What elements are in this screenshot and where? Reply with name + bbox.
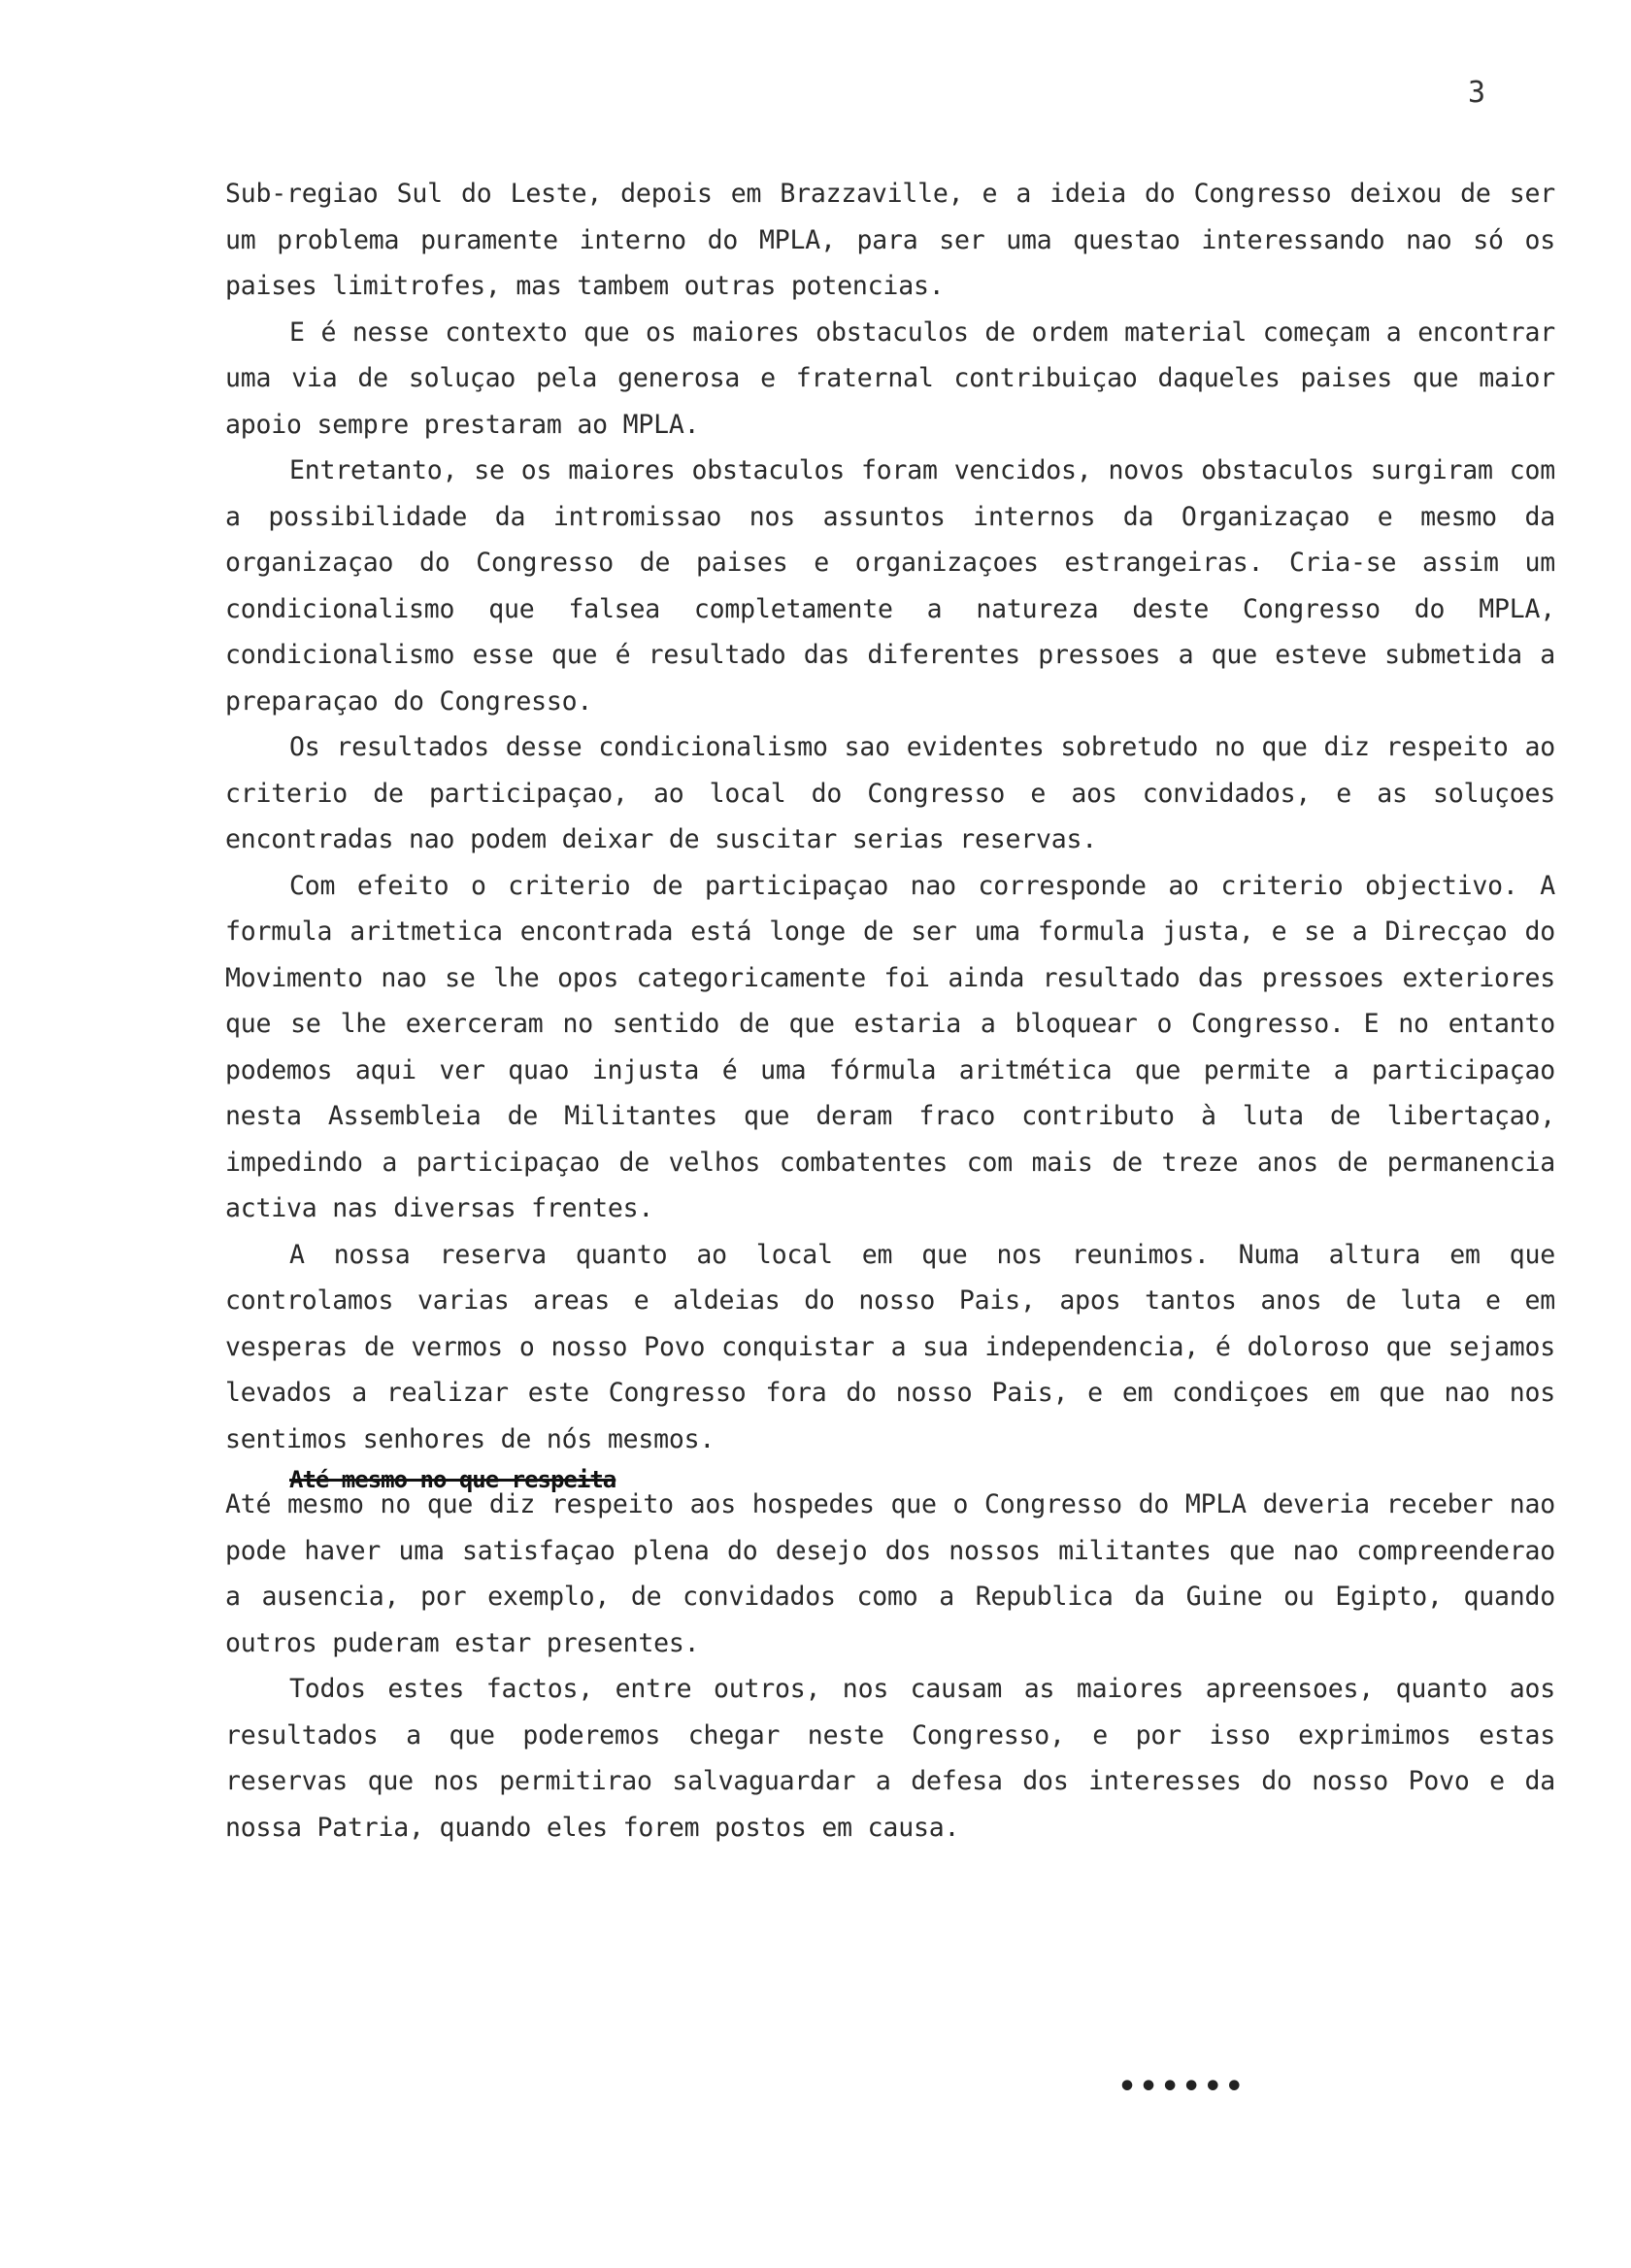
paragraph-7: Até mesmo no que diz respeito aos hospedes que o Congresso do MPLA deveria receber nao pode haver uma satisfaçao plena do desejo dos nossos militantes que nao compreenderao a ausencia, por exemplo, de convidados como a Republica da Guine ou Egipto, quando outros puderam estar presentes. xyxy=(225,1489,1555,1658)
struck-out-line: Até mesmo no que respeita xyxy=(289,1466,616,1493)
paragraph-6: A nossa reserva quanto ao local em que nos reunimos. Numa altura em que controlamos varias areas e aldeias do nosso Pais, apos tantos anos de luta e em vesperas de vermos o nosso Povo conquistar a sua independencia, é doloroso que sejamos levados a realizar este Congresso fora do nosso Pais, e em condiçoes em que nao nos sentimos senhores de nós mesmos. xyxy=(225,1239,1555,1454)
page-number: 3 xyxy=(1468,76,1486,110)
paragraph-3: Entretanto, se os maiores obstaculos foram vencidos, novos obstaculos surgiram com a possibilidade da intromissao nos assuntos internos da Organizaçao e mesmo da organizaçao do Congresso de paises e organizaçoes estrangeiras. Cria-se assim um condicionalismo que falsea completamente a natureza deste Congresso do MPLA, condicionalismo esse que é resultado das diferentes pressoes a que esteve submetida a preparaçao do Congresso. xyxy=(225,455,1555,717)
paragraph-8: Todos estes factos, entre outros, nos causam as maiores apreensoes, quanto aos resultados a que poderemos chegar neste Congresso, e por isso exprimimos estas reservas que nos permitirao salvaguardar a defesa dos interesses do nosso Povo e da nossa Patria, quando eles forem postos em causa. xyxy=(225,1674,1555,1843)
paragraph-5: Com efeito o criterio de participaçao nao corresponde ao criterio objectivo. A formula aritmetica encontrada está longe de ser uma formula justa, e se a Direcçao do Movimento nao se lhe opos categoricamente foi ainda resultado das pressoes exteriores que se lhe exerceram no sentido de que estaria a bloquear o Congresso. E no entanto podemos aqui ver quao injusta é uma fórmula aritmética que permite a participaçao nesta Assembleia de Militantes que deram fraco contributo à luta de libertaçao, impedindo a participaçao de velhos combatentes com mais de treze anos de permanencia activa nas diversas frentes. xyxy=(225,870,1555,1223)
document-body xyxy=(225,171,1555,1851)
paragraph-2: E é nesse contexto que os maiores obstaculos de ordem material começam a encontrar uma via de soluçao pela generosa e fraternal contribuiçao daqueles paises que maior apoio sempre prestaram ao MPLA. xyxy=(225,317,1555,440)
paragraph-1: Sub-regiao Sul do Leste, depois em Brazzaville, e a ideia do Congresso deixou de ser um problema puramente interno do MPLA, para ser uma questao interessando nao só os paises limitrofes, mas tambem outras potencias. xyxy=(225,179,1555,301)
closing-mark: •••••• xyxy=(1118,2070,1248,2104)
paragraph-4: Os resultados desse condicionalismo sao evidentes sobretudo no que diz respeito ao criterio de participaçao, ao local do Congresso e aos convidados, e as soluçoes encontradas nao podem deixar de suscitar serias reservas. xyxy=(225,732,1555,854)
